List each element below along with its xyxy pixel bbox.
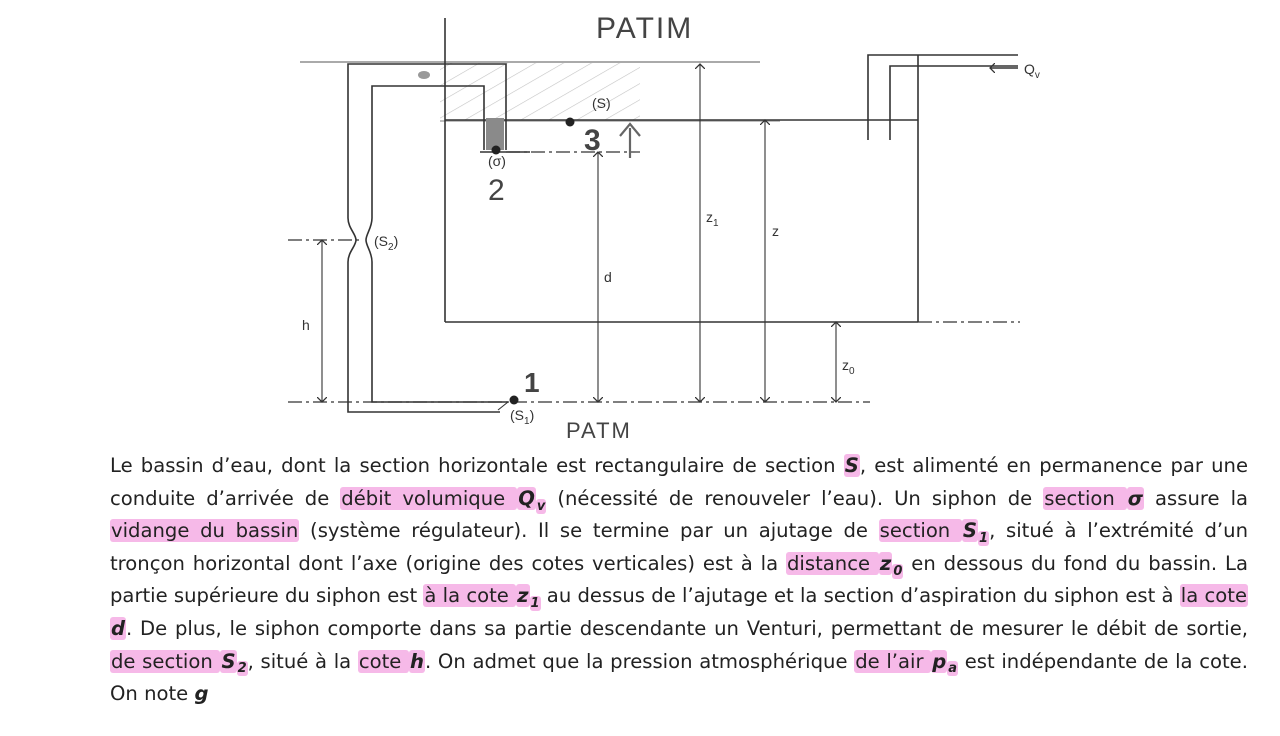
highlighted-text: p: [932, 649, 947, 673]
label-s: (S): [592, 95, 611, 111]
leader-s1: [498, 402, 508, 410]
text-run: au dessus de l’ajutage et la section d’aspiration du siphon est à: [540, 584, 1180, 608]
point-s1-marker: [510, 396, 519, 405]
text-run: , situé à la: [247, 649, 358, 673]
text-run: est indépendante de la cote. On note: [110, 649, 1248, 706]
highlighted-text: S: [221, 649, 236, 673]
highlighted-text: σ: [1127, 486, 1144, 510]
highlighted-text: 1: [979, 531, 989, 547]
highlighted-text: cote: [358, 649, 409, 673]
highlighted-text: Q: [518, 486, 535, 510]
highlighted-text: z: [879, 551, 892, 575]
text-run: assure la: [1144, 486, 1249, 510]
siphon-intake-shading: [486, 118, 504, 150]
problem-statement: [110, 450, 1248, 711]
highlighted-text: débit volumique: [341, 486, 517, 510]
handwritten-point-2: 2: [488, 174, 505, 207]
highlighted-text: section: [879, 519, 961, 543]
text-run: Le bassin d’eau, dont la section horizontale est rectangulaire de section: [110, 454, 844, 477]
text-run: . De plus, le siphon comporte dans sa partie descendante un Venturi, permettant de mesurer le débit de sortie,: [126, 616, 1248, 640]
text-run: . On admet que la pression atmosphérique: [425, 649, 855, 673]
label-s2: $(S_2)$: [374, 233, 399, 253]
highlighted-text: distance: [787, 551, 878, 575]
label-s1: $(S_1)$: [510, 407, 535, 427]
text-run: en dessous du fond du bassin. La partie supérieure du siphon est: [110, 551, 1248, 608]
highlighted-text: la cote: [1180, 584, 1247, 608]
highlighted-text: S: [962, 519, 978, 543]
highlighted-text: d: [111, 616, 126, 640]
highlighted-text: h: [410, 649, 424, 673]
highlighted-text: vidange du bassin: [111, 519, 299, 543]
text-run: (système régulateur). Il se termine par un ajutage de: [299, 519, 879, 543]
highlighted-text: de section: [111, 649, 220, 673]
pencil-hatching: [440, 62, 640, 120]
highlighted-text: à la cote: [424, 584, 516, 608]
label-sigma: (σ): [488, 153, 506, 169]
text-run: (nécessité de renouveler l’eau). Un siphon de: [546, 486, 1044, 510]
highlighted-text: 0: [893, 563, 903, 579]
text-run: , situé à l’extrémité d’un tronçon horizontal dont l’axe (origine des cotes verticales) est à la: [110, 519, 1248, 575]
point-s-marker: [566, 118, 575, 127]
handwritten-point-1: 1: [524, 367, 540, 398]
highlighted-text: a: [948, 661, 958, 677]
pencil-smudge: [418, 71, 430, 79]
handwritten-point-3: 3: [584, 124, 601, 157]
text-run: , est alimenté en permanence par une conduite d’arrivée de: [110, 454, 1248, 510]
highlighted-text: 2: [237, 661, 247, 677]
label-d: d: [604, 269, 612, 285]
highlighted-text: section: [1044, 486, 1126, 510]
highlighted-text: 1: [530, 596, 540, 612]
math-symbol: g: [194, 682, 209, 706]
label-qv: $Q_v$: [1024, 61, 1040, 81]
handwritten-flow-arrow: [620, 124, 640, 158]
handwritten-patm-top: PATIM: [596, 12, 694, 45]
handwritten-patm-bottom: PATM: [566, 418, 632, 443]
label-z: z: [772, 223, 779, 239]
highlighted-text: de l’air: [855, 649, 931, 673]
label-z0: $z_0$: [842, 357, 855, 377]
highlighted-text: v: [536, 498, 546, 514]
highlighted-text: z: [517, 584, 529, 608]
label-z1: $z_1$: [706, 209, 719, 229]
highlighted-text: S: [844, 454, 859, 477]
label-h: h: [302, 317, 310, 333]
